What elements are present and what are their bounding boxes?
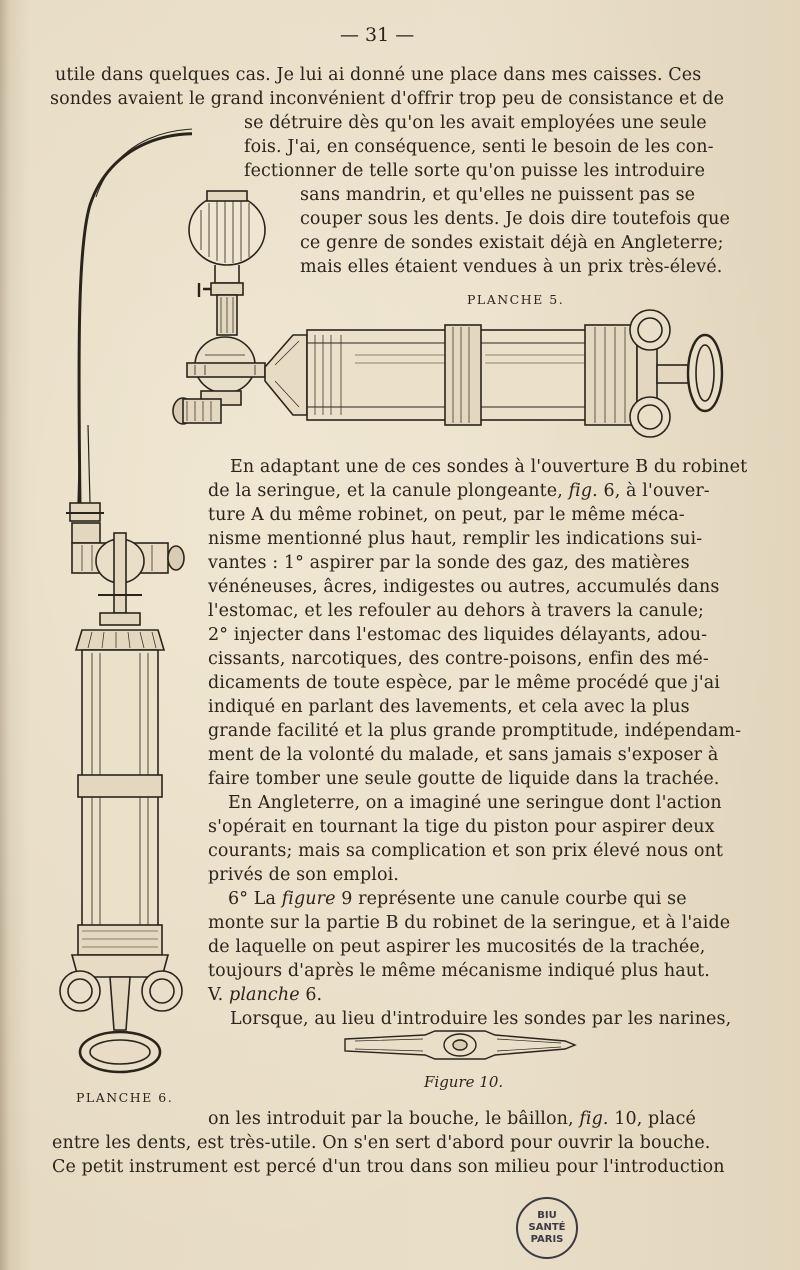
text-line: Ce petit instrument est percé d'un trou dans son milieu pour l'introduction <box>52 1157 725 1177</box>
library-stamp <box>516 1197 578 1259</box>
text-line: sans mandrin, et qu'elles ne puissent pas se <box>300 185 696 205</box>
text-line: ment de la volonté du malade, et sans jamais s'exposer à <box>208 745 719 765</box>
text-line: 6° La figure 9 représente une canule courbe qui se <box>228 889 687 909</box>
stamp-line: BIU <box>537 1210 557 1221</box>
text-line: toujours d'après le même mécanisme indiqué plus haut. <box>208 961 710 981</box>
stamp-line: SANTÉ <box>528 1222 566 1233</box>
text-line: nisme mentionné plus haut, remplir les indications sui- <box>208 529 703 549</box>
figure-10-gag-illustration <box>335 1025 585 1070</box>
text-line: fois. J'ai, en conséquence, senti le besoin de les con- <box>244 137 714 157</box>
text-line: vénéneuses, âcres, indigestes ou autres, accumulés dans <box>208 577 720 597</box>
planche-6-syringe-illustration <box>52 125 192 1080</box>
text-line: vantes : 1° aspirer par la sonde des gaz, des matières <box>208 553 690 573</box>
text-line: utile dans quelques cas. Je lui ai donné une place dans mes caisses. Ces <box>55 65 702 85</box>
planche-5-caption: PLANCHE 5. <box>467 292 565 307</box>
text-line: sondes avaient le grand inconvénient d'offrir trop peu de consistance et de <box>50 89 725 109</box>
text-line: En adaptant une de ces sondes à l'ouverture B du robinet <box>230 457 748 477</box>
text-line: on les introduit par la bouche, le bâillon, fig. 10, placé <box>208 1109 696 1129</box>
text-line: de la seringue, et la canule plongeante, fig. 6, à l'ouver- <box>208 481 710 501</box>
text-line: 2° injecter dans l'estomac des liquides délayants, adou- <box>208 625 708 645</box>
text-line: cissants, narcotiques, des contre-poisons, enfin des mé- <box>208 649 709 669</box>
text-line: monte sur la partie B du robinet de la seringue, et à l'aide <box>208 913 731 933</box>
text-line: de laquelle on peut aspirer les mucosités de la trachée, <box>208 937 706 957</box>
stamp-line: PARIS <box>530 1234 564 1245</box>
text-line: privés de son emploi. <box>208 865 399 885</box>
figure-10-caption: Figure 10. <box>424 1073 504 1091</box>
text-line: grande facilité et la plus grande promptitude, indépendam- <box>208 721 742 741</box>
text-line: dicaments de toute espèce, par le même procédé que j'ai <box>208 673 721 693</box>
text-line: ture A du même robinet, on peut, par le même méca- <box>208 505 685 525</box>
text-line: s'opérait en tournant la tige du piston pour aspirer deux <box>208 817 715 837</box>
text-line: entre les dents, est très-utile. On s'en sert d'abord pour ouvrir la bouche. <box>52 1133 711 1153</box>
planche-6-caption: PLANCHE 6. <box>76 1090 174 1105</box>
page-number: — 31 — <box>340 24 415 46</box>
text-line: ce genre de sondes existait déjà en Angleterre; <box>300 233 724 253</box>
text-line: fectionner de telle sorte qu'on puisse les introduire <box>244 161 706 181</box>
planche-5-syringe-illustration <box>165 185 730 440</box>
text-line: V. planche 6. <box>208 985 323 1005</box>
text-line: faire tomber une seule goutte de liquide dans la trachée. <box>208 769 720 789</box>
text-line: En Angleterre, on a imaginé une seringue dont l'action <box>228 793 722 813</box>
text-line: se détruire dès qu'on les avait employées une seule <box>244 113 707 133</box>
text-line: indiqué en parlant des lavements, et cela avec la plus <box>208 697 690 717</box>
text-line: Lorsque, au lieu d'introduire les sondes par les narines, <box>230 1009 732 1029</box>
text-line: courants; mais sa complication et son prix élevé nous ont <box>208 841 724 861</box>
text-line: mais elles étaient vendues à un prix très-élevé. <box>300 257 723 277</box>
text-line: l'estomac, et les refouler au dehors à travers la canule; <box>208 601 705 621</box>
text-line: couper sous les dents. Je dois dire toutefois que <box>300 209 730 229</box>
